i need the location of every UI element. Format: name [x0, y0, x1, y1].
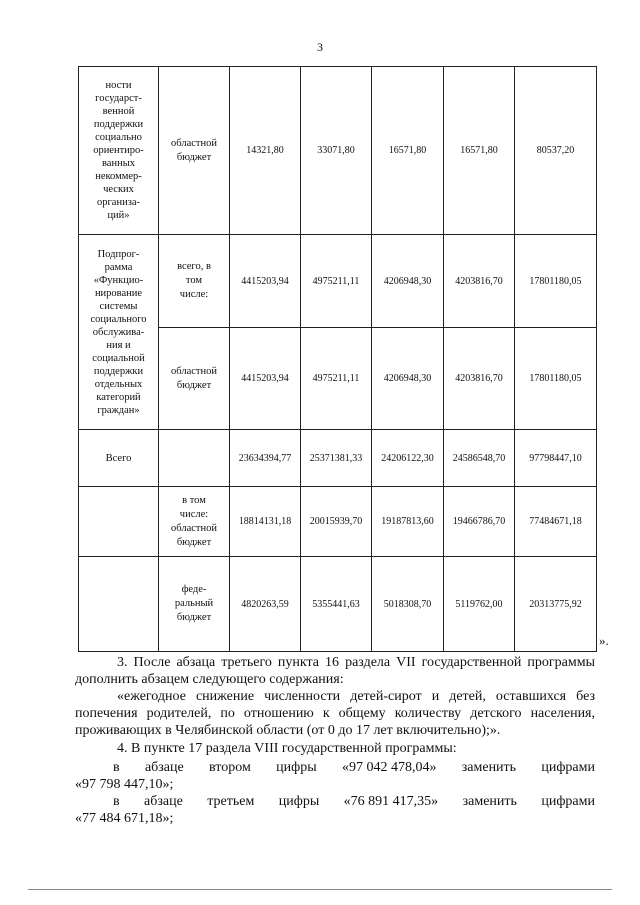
value-cell: 4820263,59 — [230, 557, 301, 652]
value-cell: 5119762,00 — [444, 557, 515, 652]
program-name-cell: ности государст- венной поддержки социально ориентиро- ванных некоммер- ческих организа- ций» — [79, 67, 159, 235]
page-bottom-rule — [28, 889, 612, 890]
paragraph-item-3: 3. После абзаца третьего пункта 16 раздела VII государственной программы дополнить абзацем следующего содержания: — [75, 655, 595, 687]
word: абзаце — [144, 794, 183, 809]
table-row — [79, 430, 597, 487]
funding-source-cell: в том числе: областной бюджет — [159, 487, 230, 557]
word: абзаце — [144, 760, 184, 775]
value-cell: 4415203,94 — [230, 235, 301, 328]
replacement-line-1 — [75, 759, 595, 793]
new-figure: «97 798 447,10»; — [75, 777, 174, 792]
word: цифрами — [541, 760, 595, 775]
total-cell: 17801180,05 — [515, 235, 597, 328]
word: цифры — [278, 794, 320, 809]
value-cell: 4415203,94 — [230, 328, 301, 430]
budget-table — [78, 66, 597, 652]
value-cell: 19187813,60 — [372, 487, 444, 557]
value-cell: 24586548,70 — [444, 430, 515, 487]
word: цифры — [276, 760, 317, 775]
inserted-paragraph-quote: «ежегодное снижение численности детей-сирот и детей, оставшихся без попечения родителей, по отношению к общему количеству детского населения, проживающих в Челябинской области (от 0 до 17 лет включительно);». — [75, 689, 595, 738]
total-cell: 97798447,10 — [515, 430, 597, 487]
value-cell: 25371381,33 — [301, 430, 372, 487]
value-cell: 4206948,30 — [372, 328, 444, 430]
table-row — [79, 557, 597, 652]
value-cell: 14321,80 — [230, 67, 301, 235]
value-cell: 18814131,18 — [230, 487, 301, 557]
word: цифрами — [541, 794, 595, 809]
table-row — [79, 67, 597, 235]
value-cell: 16571,80 — [444, 67, 515, 235]
word: третьем — [207, 794, 255, 809]
table-closing-mark: ». — [599, 633, 609, 648]
new-figure: «77 484 671,18»; — [75, 811, 174, 826]
word: в — [113, 794, 120, 809]
total-cell: 80537,20 — [515, 67, 597, 235]
value-cell: 4203816,70 — [444, 328, 515, 430]
page-number: 3 — [317, 40, 323, 54]
replacement-line-2 — [75, 793, 595, 827]
value-cell: 16571,80 — [372, 67, 444, 235]
value-cell: 24206122,30 — [372, 430, 444, 487]
funding-source-cell: областной бюджет — [159, 328, 230, 430]
word: заменить — [461, 760, 517, 775]
old-figure: «97 042 478,04» — [341, 760, 437, 775]
value-cell: 4975211,11 — [301, 328, 372, 430]
table-row — [79, 487, 597, 557]
funding-source-cell: всего, в том числе: — [159, 235, 230, 328]
value-cell: 19466786,70 — [444, 487, 515, 557]
value-cell: 20015939,70 — [301, 487, 372, 557]
program-name-cell — [79, 557, 159, 652]
value-cell: 4975211,11 — [301, 235, 372, 328]
value-cell: 4203816,70 — [444, 235, 515, 328]
funding-source-cell: феде- ральный бюджет — [159, 557, 230, 652]
word: втором — [209, 760, 251, 775]
paragraph-item-4: 4. В пункте 17 раздела VIII государственной программы: — [117, 741, 457, 756]
word: заменить — [462, 794, 517, 809]
program-name-cell — [79, 487, 159, 557]
total-cell: 17801180,05 — [515, 328, 597, 430]
value-cell: 4206948,30 — [372, 235, 444, 328]
total-cell: 77484671,18 — [515, 487, 597, 557]
program-name-cell: Подпрог- рамма «Функцио- нирование системы социального обслужива- ния и социальной поддержки отдельных категорий граждан» — [79, 235, 159, 430]
value-cell: 5018308,70 — [372, 557, 444, 652]
table-row — [79, 235, 597, 328]
value-cell: 23634394,77 — [230, 430, 301, 487]
old-figure: «76 891 417,35» — [343, 794, 439, 809]
word: в — [113, 760, 120, 775]
funding-source-cell — [159, 430, 230, 487]
value-cell: 5355441,63 — [301, 557, 372, 652]
funding-source-cell: областной бюджет — [159, 67, 230, 235]
value-cell: 33071,80 — [301, 67, 372, 235]
program-name-cell: Всего — [79, 430, 159, 487]
total-cell: 20313775,92 — [515, 557, 597, 652]
